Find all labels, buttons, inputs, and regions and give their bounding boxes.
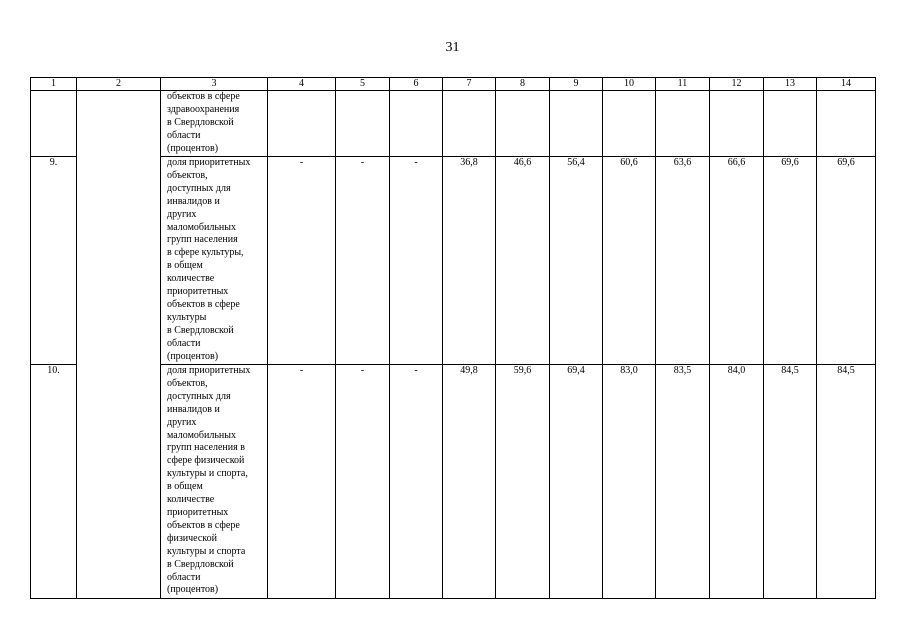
value-cell xyxy=(817,91,876,157)
value-cell xyxy=(496,91,550,157)
column-header: 4 xyxy=(268,78,336,91)
value-cell: 56,4 xyxy=(550,157,603,365)
value-cell: - xyxy=(390,157,443,365)
value-cell: 84,5 xyxy=(764,365,817,599)
value-cell: 84,5 xyxy=(817,365,876,599)
column-header: 1 xyxy=(31,78,77,91)
row-number-cell: 10. xyxy=(31,365,77,599)
value-cell: - xyxy=(336,365,390,599)
value-cell: 69,6 xyxy=(817,157,876,365)
value-cell xyxy=(603,91,656,157)
column-header: 3 xyxy=(161,78,268,91)
indicator-name-cell xyxy=(161,365,268,599)
page-number: 31 xyxy=(445,40,460,55)
value-cell xyxy=(550,91,603,157)
header-row xyxy=(31,78,876,91)
value-cell: - xyxy=(268,157,336,365)
column-header: 13 xyxy=(764,78,817,91)
value-cell: 69,4 xyxy=(550,365,603,599)
row-number-cell: 9. xyxy=(31,157,77,365)
value-cell: 66,6 xyxy=(710,157,764,365)
column-header: 8 xyxy=(496,78,550,91)
column-header: 14 xyxy=(817,78,876,91)
value-cell: 59,6 xyxy=(496,365,550,599)
value-cell: 60,6 xyxy=(603,157,656,365)
value-cell: 83,5 xyxy=(656,365,710,599)
column-header: 2 xyxy=(77,78,161,91)
value-cell: 69,6 xyxy=(764,157,817,365)
column-header: 10 xyxy=(603,78,656,91)
value-cell xyxy=(336,91,390,157)
value-cell xyxy=(710,91,764,157)
value-cell xyxy=(443,91,496,157)
table-row xyxy=(31,91,876,157)
value-cell: 49,8 xyxy=(443,365,496,599)
value-cell xyxy=(268,91,336,157)
indicator-name-cell xyxy=(161,157,268,365)
indicator-name: доля приоритетных объектов, доступных для инвалидов и других маломобильных групп населения в сфере культуры, в общем количестве приоритетных объектов в сфере культуры в Свердловской области (процентов) xyxy=(167,157,251,362)
value-cell: 46,6 xyxy=(496,157,550,365)
column-header: 5 xyxy=(336,78,390,91)
indicator-name-cell xyxy=(161,91,268,157)
row-number-cell xyxy=(31,91,77,157)
column-header: 7 xyxy=(443,78,496,91)
value-cell xyxy=(656,91,710,157)
value-cell xyxy=(390,91,443,157)
value-cell xyxy=(764,91,817,157)
merged-cell-col2 xyxy=(77,91,161,599)
column-header: 12 xyxy=(710,78,764,91)
indicator-name: доля приоритетных объектов, доступных для инвалидов и других маломобильных групп населения в сфере физической культуры и спорта, в общем количестве приоритетных объектов в сфере физической культуры и спорта в Свердловской области (процентов) xyxy=(167,365,251,596)
value-cell: - xyxy=(268,365,336,599)
column-header: 9 xyxy=(550,78,603,91)
value-cell: 84,0 xyxy=(710,365,764,599)
indicators-table xyxy=(30,77,876,599)
column-header: 11 xyxy=(656,78,710,91)
value-cell: - xyxy=(336,157,390,365)
column-header: 6 xyxy=(390,78,443,91)
value-cell: - xyxy=(390,365,443,599)
value-cell: 36,8 xyxy=(443,157,496,365)
value-cell: 63,6 xyxy=(656,157,710,365)
value-cell: 83,0 xyxy=(603,365,656,599)
indicator-name: объектов в сфере здравоохранения в Свердловской области (процентов) xyxy=(167,91,240,154)
